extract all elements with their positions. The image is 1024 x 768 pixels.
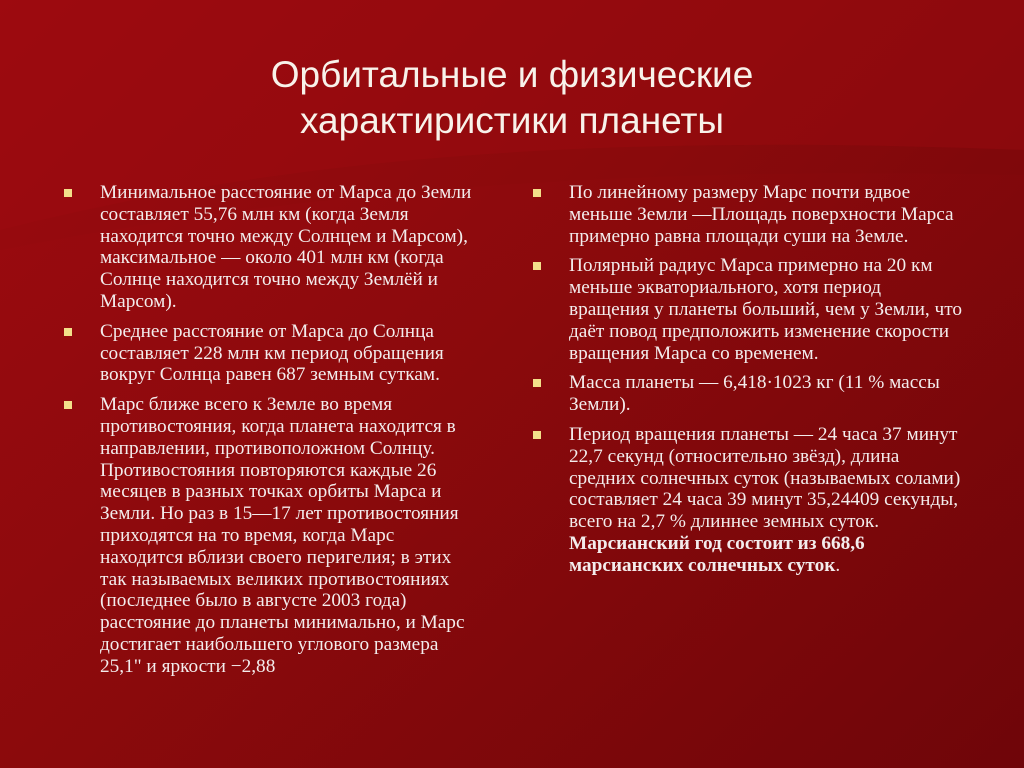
bullet-item [531, 255, 963, 364]
bullet-item [62, 182, 482, 313]
bullet-text-bold: Марсианский год состоит из 668,6 марсианских солнечных суток [569, 532, 865, 576]
square-bullet-icon [533, 189, 541, 197]
title-line-2: характиристики планеты [299, 100, 725, 141]
slide-title [60, 52, 964, 144]
square-bullet-icon [533, 379, 541, 387]
bullet-item [62, 321, 482, 386]
square-bullet-icon [64, 328, 72, 336]
square-bullet-icon [533, 262, 541, 270]
bullet-item [531, 372, 963, 416]
bullet-text-regular: Период вращения планеты — 24 часа 37 минут 22,7 секунд (относительно звёзд), длина средних солнечных суток (называемых солами) составляет 24 часа 39 минут 35,24409 секунды, всего на 2,7 % длиннее земных суток. [569, 423, 961, 533]
bullet-text: Марс ближе всего к Земле во время противостояния, когда планета находится в направлении, противоположном Солнцу. Противостояния повторяются каждые 26 месяцев в разных точках орбиты Марса и Земли. Но раз в 15—17 лет противостояния приходятся на то время, когда Марс находится вблизи своего перигелия; в этих так называемых великих противостояниях (последнее было в августе 2003 года) расстояние до планеты минимально, и Марс достигает наибольшего углового размера 25,1" и яркости −2,88 [100, 394, 465, 677]
square-bullet-icon [64, 189, 72, 197]
bullet-item [531, 182, 963, 247]
bullet-text: Масса планеты — 6,418·1023 кг (11 % массы Земли). [569, 372, 940, 416]
bullet-item [62, 394, 482, 677]
bullet-text: Среднее расстояние от Марса до Солнца составляет 228 млн км период обращения вокруг Солнца равен 687 земным суткам. [100, 320, 444, 386]
bullet-text [569, 424, 960, 576]
left-column [62, 182, 482, 686]
square-bullet-icon [533, 431, 541, 439]
bullet-item [531, 424, 963, 577]
bullet-text: Минимальное расстояние от Марса до Земли составляет 55,76 млн км (когда Земля находится точно между Солнцем и Марсом), максимальное — около 401 млн км (когда Солнце находится точно между Землёй и Марсом). [100, 182, 472, 312]
bullet-text: По линейному размеру Марс почти вдвое меньше Земли —Площадь поверхности Марса примерно равна площади суши на Земле. [569, 182, 954, 247]
right-column [531, 182, 963, 585]
title-line-1: Орбитальные и физические [270, 54, 754, 95]
bullet-text-tail: . [835, 554, 841, 576]
bullet-text: Полярный радиус Марса примерно на 20 км меньше экваториального, хотя период вращения у планеты больший, чем у Земли, что даёт повод предположить изменение скорости вращения Марса со временем. [569, 255, 963, 364]
square-bullet-icon [64, 401, 72, 409]
